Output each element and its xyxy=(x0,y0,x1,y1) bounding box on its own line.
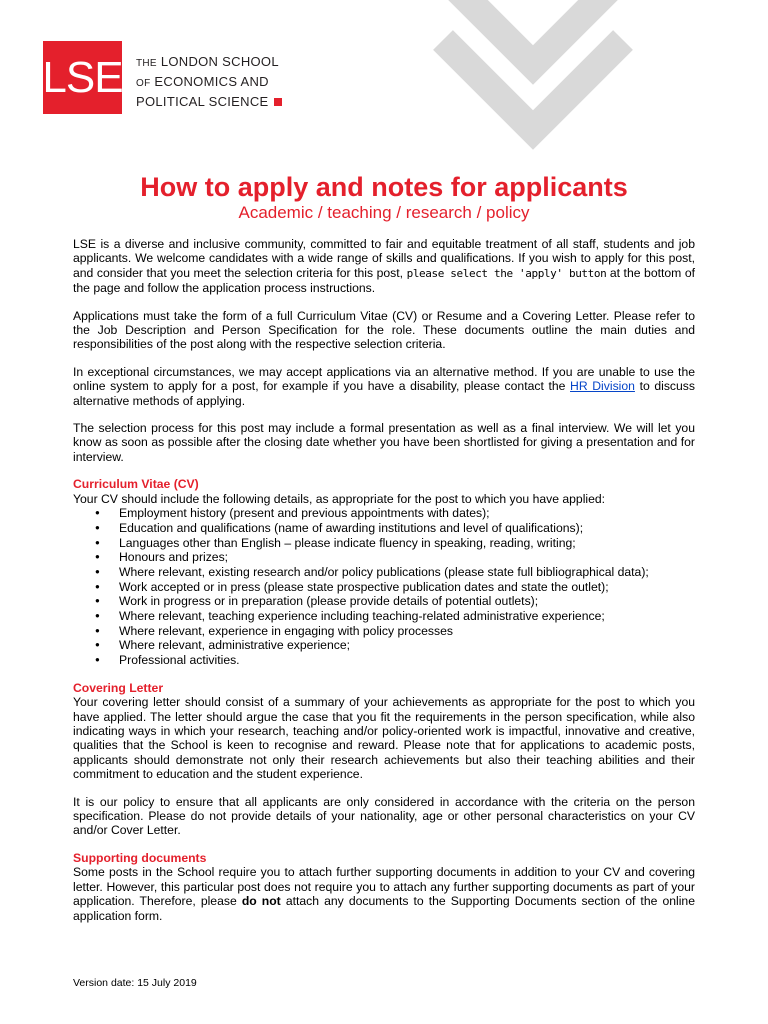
chevron-down-icon xyxy=(433,0,633,165)
list-item: ● Where relevant, teaching experience including teaching-related administrative experience; xyxy=(73,609,695,624)
logo-initials: LSE xyxy=(42,52,123,102)
logo-line1-prefix: THE xyxy=(136,58,157,69)
covering-paragraph-1: Your covering letter should consist of a summary of your achievements as appropriate for the post to which you have applied. The letter should argue the case that you fit the requirements in the person specification, while also indicating ways in which your research, teaching and/or policy-oriented work is impactful, innovative and creative, qualities that the School is keen to recognise and reward. Please note that for applications to academic posts, applicants should demonstrate not only their research achievements but also their teaching abilities and their commitment to education and the student experience. xyxy=(73,695,695,782)
intro-paragraph-1: LSE is a diverse and inclusive community, committed to fair and equitable treatment of all staff, students and job applicants. We welcome candidates with a wide range of skills and qualifications. If you wish to apply for this post, and consider that you meet the selection criteria for this post, please select the 'apply' button at the bottom of the page and follow the application process instructions. xyxy=(73,237,695,296)
list-item: ● Work in progress or in preparation (please provide details of potential outlets); xyxy=(73,594,695,609)
list-item: ● Where relevant, existing research and/or policy publications (please state full bibliographical data); xyxy=(73,565,695,580)
supporting-paragraph: Some posts in the School require you to attach further supporting documents in addition to your CV and covering letter. However, this particular post does not require you to attach any further supporting documents as part of your application. Therefore, please do not attach any documents to the Supporting Documents section of the online application form. xyxy=(73,865,695,923)
version-date: Version date: 15 July 2019 xyxy=(73,977,197,989)
list-item: ● Education and qualifications (name of awarding institutions and level of qualifications); xyxy=(73,521,695,536)
apply-instruction: please select the 'apply' button xyxy=(406,266,607,280)
list-item: ● Employment history (present and previous appointments with dates); xyxy=(73,506,695,521)
list-item: ● Where relevant, administrative experience; xyxy=(73,638,695,653)
logo-line1: LONDON SCHOOL xyxy=(160,54,279,69)
covering-letter-heading: Covering Letter xyxy=(73,680,164,695)
hr-division-link[interactable]: HR Division xyxy=(570,379,635,394)
covering-paragraph-2: It is our policy to ensure that all applicants are only considered in accordance with the criteria on the person specification. Please do not provide details of your nationality, age or other personal characteristics on your CV and/or Cover Letter. xyxy=(73,794,695,838)
cv-heading: Curriculum Vitae (CV) xyxy=(73,477,199,492)
cv-list xyxy=(73,506,695,668)
intro-paragraph-3: In exceptional circumstances, we may accept applications via an alternative method. If you are unable to use the online system to apply for a post, for example if you have a disability, please contact the HR Division to discuss alternative methods of applying. xyxy=(73,364,695,408)
logo-line2-prefix: OF xyxy=(136,78,151,89)
list-item: ● Where relevant, experience in engaging with policy processes xyxy=(73,624,695,639)
list-item: ● Professional activities. xyxy=(73,653,695,668)
list-item: ● Work accepted or in press (please state prospective publication dates and state the outlet); xyxy=(73,580,695,595)
lse-logo xyxy=(43,41,122,114)
list-item: ● Languages other than English – please indicate fluency in speaking, reading, writing; xyxy=(73,536,695,551)
intro-paragraph-4: The selection process for this post may include a formal presentation as well as a final interview. We will let you know as soon as possible after the closing date whether you have been shortlisted for giving a presentation and for interview. xyxy=(73,421,695,464)
list-item: ● Honours and prizes; xyxy=(73,550,695,565)
document-body xyxy=(73,237,695,936)
cv-lead: Your CV should include the following details, as appropriate for the post to which you have applied: xyxy=(73,491,606,506)
page-subtitle: Academic / teaching / research / policy xyxy=(238,203,530,222)
logo-square-icon xyxy=(274,98,282,106)
supporting-documents-heading: Supporting documents xyxy=(73,850,207,865)
intro-paragraph-2: Applications must take the form of a full Curriculum Vitae (CV) or Resume and a Covering Letter. Please refer to the Job Description and Person Specification for the role. These documents outline the main duties and responsibilities of the post along with the respective selection criteria. xyxy=(73,308,695,352)
logo-line3: POLITICAL SCIENCE xyxy=(136,94,269,109)
page-title: How to apply and notes for applicants xyxy=(140,172,628,202)
logo-wordmark xyxy=(136,53,282,111)
logo-line2: ECONOMICS AND xyxy=(154,74,269,89)
